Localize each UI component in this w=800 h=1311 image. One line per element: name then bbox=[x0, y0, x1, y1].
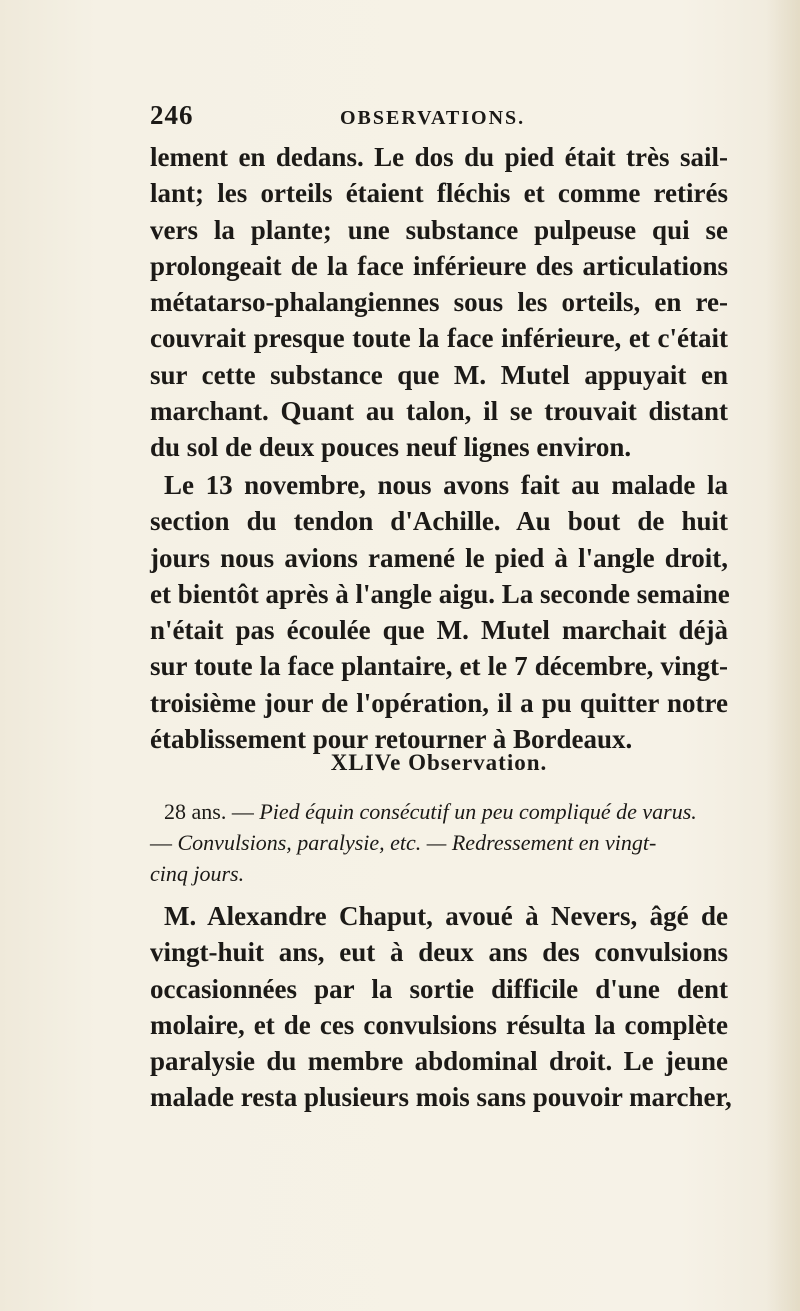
text-line: paralysie du membre abdominal droit. Le jeune bbox=[150, 1046, 728, 1077]
text-line: couvrait presque toute la face inférieure, et c'était bbox=[150, 323, 728, 354]
text-line: marchant. Quant au talon, il se trouvait distant bbox=[150, 396, 728, 427]
text-line: et bientôt après à l'angle aigu. La seconde semaine bbox=[150, 578, 730, 609]
running-title: OBSERVATIONS. bbox=[340, 107, 526, 129]
page-edge-shading bbox=[766, 0, 800, 1311]
text-line: molaire, et de ces convulsions résulta la complète bbox=[150, 1009, 728, 1040]
page-number: 246 bbox=[150, 100, 194, 130]
text-line: vers la plante; une substance pulpeuse qui se bbox=[150, 214, 728, 245]
text-line: troisième jour de l'opération, il a pu quitter notre bbox=[150, 687, 728, 718]
summary-line bbox=[150, 827, 720, 858]
summary-history: Convulsions, paralysie, etc. — Redressement en vingt- bbox=[177, 830, 657, 855]
summary-line bbox=[150, 796, 720, 827]
text-line: établissement pour retourner à Bordeaux. bbox=[150, 724, 633, 755]
paragraph-case-history bbox=[150, 898, 732, 1116]
summary-age: 28 ans. — bbox=[164, 799, 260, 824]
summary-dash: — bbox=[150, 830, 178, 855]
text-line: n'était pas écoulée que M. Mutel marchait déjà bbox=[150, 615, 728, 646]
summary-duration: cinq jours. bbox=[150, 861, 245, 886]
text-line: jours nous avions ramené le pied à l'angle droit, bbox=[150, 542, 728, 573]
text-line: lant; les orteils étaient fléchis et comme retirés bbox=[150, 178, 728, 209]
text-line: malade resta plusieurs mois sans pouvoir marcher, bbox=[150, 1082, 732, 1113]
text-line: métatarso-phalangiennes sous les orteils, en re- bbox=[150, 287, 728, 318]
text-line: vingt-huit ans, eut à deux ans des convulsions bbox=[150, 937, 728, 968]
paragraph-continuation bbox=[150, 139, 728, 466]
text-line: prolongeait de la face inférieure des articulations bbox=[150, 250, 728, 281]
text-line: Le 13 novembre, nous avons fait au malade la bbox=[164, 470, 728, 500]
case-summary bbox=[150, 796, 720, 889]
text-line: section du tendon d'Achille. Au bout de huit bbox=[150, 506, 728, 537]
text-line: du sol de deux pouces neuf lignes environ. bbox=[150, 432, 632, 463]
paragraph-tenotomy bbox=[150, 467, 728, 757]
text-line: M. Alexandre Chaput, avoué à Nevers, âgé de bbox=[164, 901, 728, 931]
text-line: lement en dedans. Le dos du pied était très sail- bbox=[150, 142, 728, 172]
summary-line bbox=[150, 858, 720, 889]
text-line: sur cette substance que M. Mutel appuyait en bbox=[150, 359, 728, 390]
text-line: sur toute la face plantaire, et le 7 décembre, vingt- bbox=[150, 651, 728, 682]
section-heading: XLIVe Observation. bbox=[330, 750, 548, 775]
text-line: occasionnées par la sortie difficile d'une dent bbox=[150, 973, 728, 1004]
summary-diagnosis: Pied équin consécutif un peu compliqué de varus. bbox=[259, 799, 697, 824]
running-head bbox=[150, 100, 720, 136]
